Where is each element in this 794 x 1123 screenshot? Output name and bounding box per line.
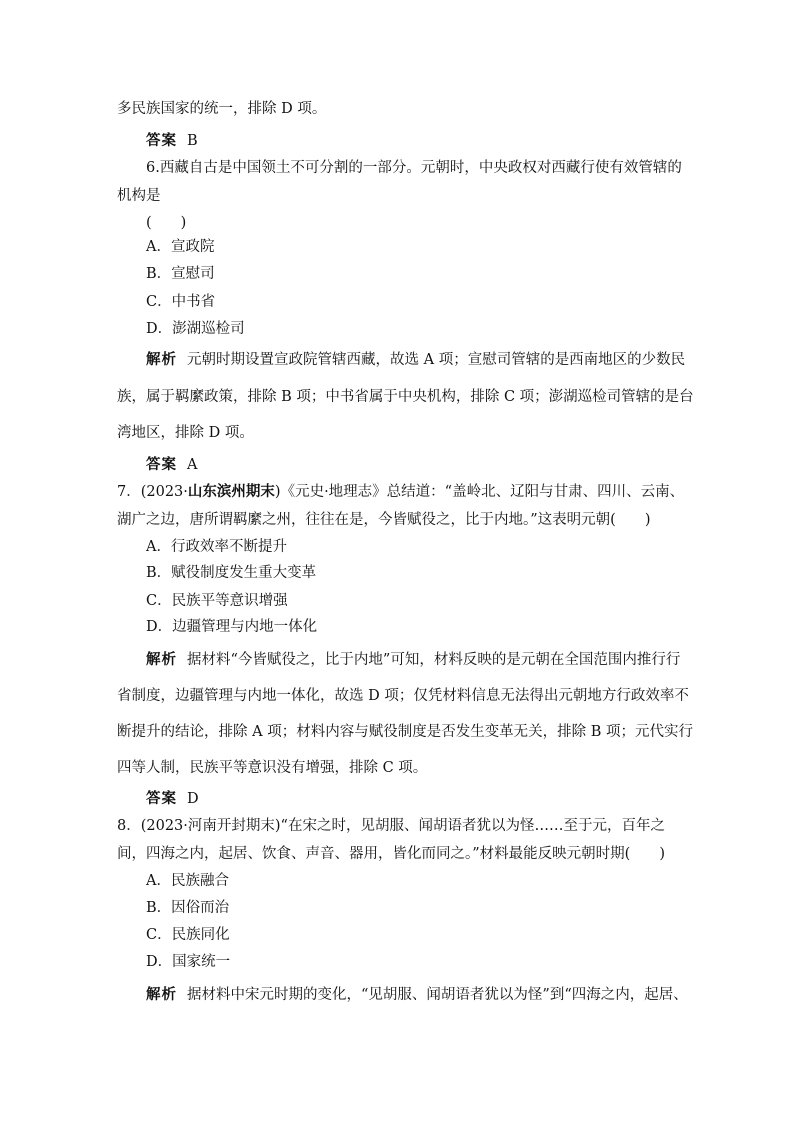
q7-analysis-line-1 — [146, 650, 680, 670]
q6-stem-line-2: 机构是 — [117, 188, 161, 204]
answer-label: 答案 — [146, 132, 177, 149]
q6-answer — [146, 455, 197, 475]
q7-analysis-line-4: 四等人制，民族平等意识没有增强，排除 C 项。 — [117, 760, 428, 776]
analysis-label: 解析 — [146, 351, 177, 368]
q7-option-a: A．行政效率不断提升 — [146, 539, 287, 555]
q7-option-b: B．赋役制度发生重大变革 — [146, 565, 317, 581]
q6-analysis-line-2: 族，属于羁縻政策，排除 B 项；中书省属于中央机构，排除 C 项；澎湖巡检司管辖的是台 — [117, 389, 694, 405]
q6-option-a: A．宣政院 — [146, 239, 215, 255]
q6-analysis-line-3: 湾地区，排除 D 项。 — [117, 425, 254, 441]
q8-option-a: A．民族融合 — [146, 873, 229, 889]
q6-option-d: D．澎湖巡检司 — [146, 321, 245, 337]
q6-analysis-line-1 — [146, 350, 685, 370]
answer-value: D — [187, 791, 199, 807]
q8-option-b: B．因俗而治 — [146, 900, 230, 916]
q8-option-d: D．国家统一 — [146, 954, 231, 970]
q7-stem-text: )《元史·地理志》总结道：“盖岭北、辽阳与甘肃、四川、云南、 — [274, 484, 685, 500]
analysis-label: 解析 — [146, 986, 177, 1003]
answer-value: B — [187, 133, 198, 149]
q7-analysis-line-2: 省制度，边疆管理与内地一体化，故选 D 项；仅凭材料信息无法得出元朝地方行政效率不 — [117, 688, 689, 704]
q8-analysis-line-1 — [146, 985, 688, 1005]
q7-answer — [146, 789, 199, 809]
q8-stem-line-2: 间，四海之内，起居、饮食、声音、器用，皆化而同之。”材料最能反映元朝时期( ) — [117, 846, 665, 862]
q6-option-c: C．中书省 — [146, 294, 216, 310]
q7-stem-prefix: 7．(2023· — [117, 484, 188, 500]
q6-paren: ( ) — [146, 215, 187, 231]
analysis-text: 元朝时期设置宣政院管辖西藏，故选 A 项；宣慰司管辖的是西南地区的少数民 — [187, 352, 686, 368]
answer-label: 答案 — [146, 456, 177, 473]
q8-option-c: C．民族同化 — [146, 927, 230, 943]
q7-option-d: D．边疆管理与内地一体化 — [146, 619, 318, 635]
q6-option-b: B．宣慰司 — [146, 266, 215, 282]
answer-value: A — [187, 457, 198, 473]
q7-stem-line-2: 湖广之边，唐所谓羁縻之州，往往在是，今皆赋役之，比于内地。”这表明元朝( ) — [117, 512, 651, 528]
continued-analysis-line: 多民族国家的统一，排除 D 项。 — [117, 101, 327, 117]
analysis-label: 解析 — [146, 651, 177, 668]
q5-answer — [146, 131, 198, 151]
analysis-text: 据材料“今皆赋役之，比于内地”可知，材料反映的是元朝在全国范围内推行行 — [187, 652, 681, 668]
q6-stem-line-1: 6.西藏自古是中国领土不可分割的一部分。元朝时，中央政权对西藏行使有效管辖的 — [146, 160, 682, 176]
analysis-text: 据材料中宋元时期的变化，“见胡服、闻胡语者犹以为怪”到“四海之内，起居、 — [187, 987, 688, 1003]
answer-label: 答案 — [146, 790, 177, 807]
q7-stem-line-1 — [117, 482, 684, 502]
q7-source: 山东滨州期末 — [187, 483, 275, 500]
q8-stem-line-1: 8．(2023·河南开封期末)“在宋之时，见胡服、闻胡语者犹以为怪……至于元，百年之 — [117, 818, 665, 834]
q7-option-c: C．民族平等意识增强 — [146, 593, 288, 609]
q7-analysis-line-3: 断提升的结论，排除 A 项；材料内容与赋役制度是否发生变革无关，排除 B 项；元代实行 — [117, 724, 694, 740]
